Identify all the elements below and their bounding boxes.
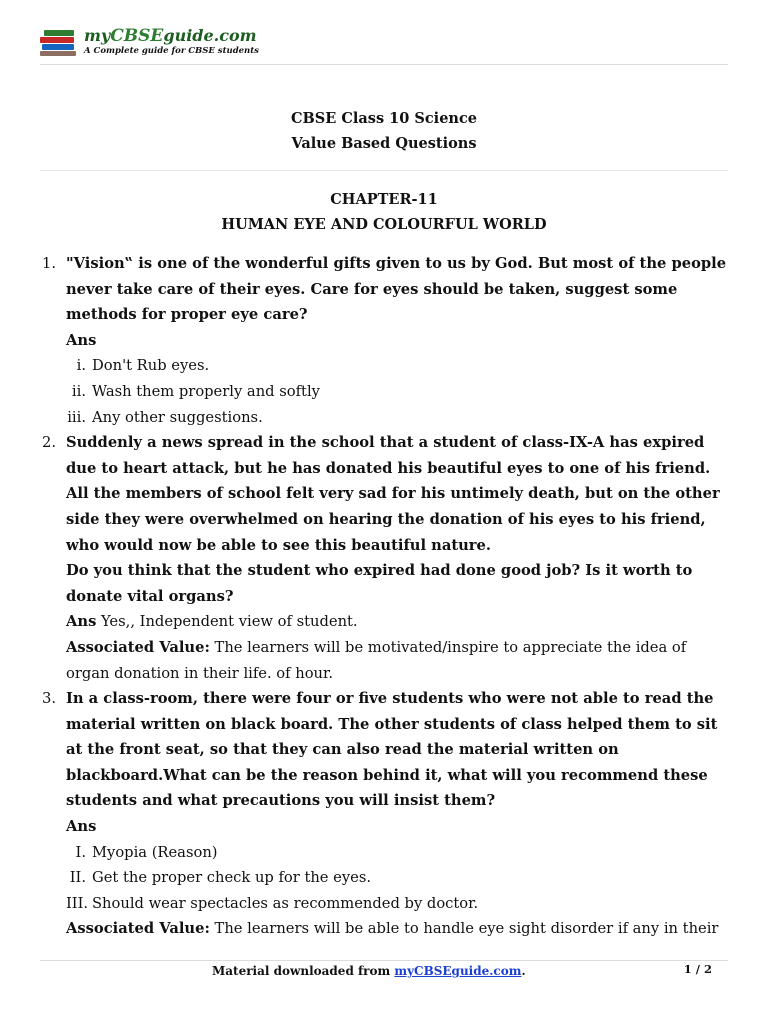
footer-divider xyxy=(40,960,728,961)
title-line-1: CBSE Class 10 Science xyxy=(290,110,478,127)
answer-label: Ans xyxy=(66,818,97,836)
question-text: Suddenly a news spread in the school that a student of class-IX-A has expired due to heart attack, but he has donated his beautiful eyes to one of his friend. All the members of school felt very sad for his untimely death, but on the other side they were overwhelmed on hearing the donation of his eyes to his friend, who would now be able to see this beautiful nature. xyxy=(66,434,720,554)
page-number: 1 / 2 xyxy=(683,962,712,976)
footer-text: Material downloaded from myCBSEguide.com. xyxy=(212,964,526,978)
question-item xyxy=(40,430,730,686)
question-text: "Vision‟ is one of the wonderful gifts given to us by God. But most of the people never take care of their eyes. Care for eyes should be taken, suggest some methods for proper eye care? xyxy=(66,255,727,324)
question-number: 3. xyxy=(41,690,56,708)
questions-list xyxy=(40,251,730,942)
answer-point: III. Should wear spectacles as recommended by doctor. xyxy=(66,894,479,912)
answer-label: Ans xyxy=(66,331,97,349)
footer-link[interactable]: myCBSEguide.com xyxy=(394,964,522,978)
site-logo[interactable] xyxy=(40,28,259,56)
answer-point: i. Don't Rub eyes. xyxy=(76,357,210,375)
logo-title: myCBSEguide.com xyxy=(84,26,257,47)
chapter-number: CHAPTER-11 xyxy=(330,191,438,208)
document-title xyxy=(40,106,728,156)
answer-point: I. Myopia (Reason) xyxy=(75,843,218,861)
answer-point: iii. Any other suggestions. xyxy=(67,408,263,426)
chapter-name: HUMAN EYE AND COLOURFUL WORLD xyxy=(221,216,547,233)
books-icon xyxy=(40,28,78,56)
logo-tagline: A Complete guide for CBSE students xyxy=(84,46,259,57)
answer-line: Ans Yes,, Independent view of student. xyxy=(66,613,358,631)
associated-value: Associated Value: The learners will be motivated/inspire to appreciate the idea of organ donation in their life. of hour. xyxy=(66,638,687,682)
page-footer xyxy=(40,962,728,986)
question-item xyxy=(40,251,730,430)
question-item xyxy=(40,686,730,942)
question-subtext: Do you think that the student who expired had done good job? Is it worth to donate vital organs? xyxy=(66,562,693,605)
chapter-heading xyxy=(40,187,728,237)
page-header xyxy=(40,24,728,65)
question-number: 2. xyxy=(41,434,56,452)
question-text: In a class-room, there were four or five students who were not able to read the material written on black board. The other students of class helped them to sit at the front seat, so that they can also read the material written on blackboard.What can be the reason behind it, what will you recommend these students and what precautions you will insist them? xyxy=(66,690,718,810)
question-number: 1. xyxy=(41,255,56,272)
answer-point: II. Get the proper check up for the eyes. xyxy=(69,869,372,887)
divider xyxy=(40,170,728,171)
associated-value: Associated Value: The learners will be able to handle eye sight disorder if any in their xyxy=(66,920,719,938)
title-line-2: Value Based Questions xyxy=(291,135,477,152)
answer-point: ii. Wash them properly and softly xyxy=(71,382,320,400)
